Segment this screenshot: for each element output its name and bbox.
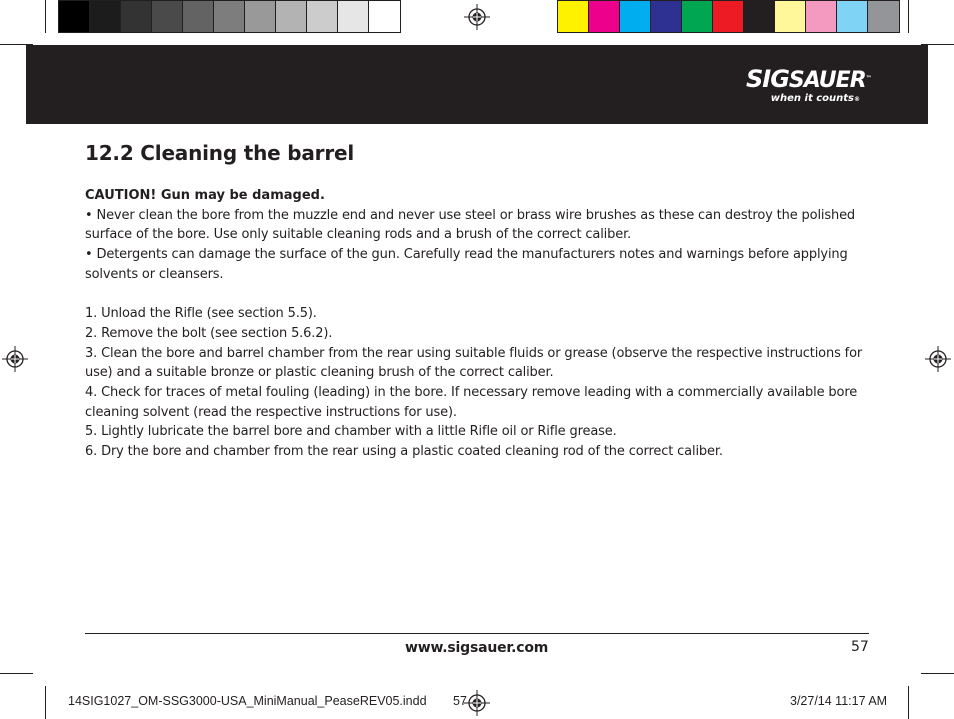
footer-website-link[interactable]: www.sigsauer.com (405, 640, 549, 656)
color-swatch (744, 1, 775, 32)
step-item: 6. Dry the bore and chamber from the rear using a plastic coated cleaning rod of the correct caliber. (85, 444, 723, 460)
color-swatch (183, 1, 214, 32)
color-swatch (651, 1, 682, 32)
color-swatch (121, 1, 152, 32)
color-swatch (214, 1, 245, 32)
color-swatch (837, 1, 868, 32)
registration-mark-icon (464, 690, 490, 716)
color-swatch (90, 1, 121, 32)
section-content (85, 140, 875, 462)
color-swatch (338, 1, 369, 32)
footer-rule (85, 633, 869, 634)
crop-mark-bottom-left-horizontal (0, 673, 33, 674)
color-swatch (589, 1, 620, 32)
step-item: 4. Check for traces of metal fouling (leading) in the bore. If necessary remove leading with a commercially available bore cleaning solvent (read the respective instructions for use). (85, 385, 858, 420)
logo-sauer: SAUER (788, 68, 866, 93)
logo-sig: SIG (746, 65, 789, 93)
step-item: 3. Clean the bore and barrel chamber from the rear using suitable fluids or grease (observe the respective instructions for use) and a suitable bronze or plastic cleaning brush of the correct caliber. (85, 345, 863, 381)
section-title: 12.2 Cleaning the barrel (85, 141, 354, 165)
slug-page-number: 57 (453, 694, 467, 708)
crop-mark-bottom-right-vertical (908, 686, 909, 719)
color-swatch (620, 1, 651, 32)
registration-mark-icon (2, 346, 28, 372)
process-color-bar (557, 0, 900, 33)
color-swatch (276, 1, 307, 32)
caution-item: • Never clean the bore from the muzzle end and never use steel or brass wire brushes as these can destroy the polished surface of the bore. Use only suitable cleaning rods and a brush of the correct caliber. (85, 207, 856, 243)
color-swatch (152, 1, 183, 32)
logo-tagline (746, 93, 860, 106)
step-item: 2. Remove the bolt (see section 5.6.2). (85, 325, 333, 341)
caution-item: • Detergents can damage the surface of the gun. Carefully read the manufacturers notes and warnings before applying solvents or cleansers. (85, 247, 848, 282)
sig-sauer-logo (746, 65, 872, 106)
step-item: 5. Lightly lubricate the barrel bore and chamber with a little Rifle oil or Rifle grease. (85, 424, 617, 440)
color-swatch (682, 1, 713, 32)
slug-file-name: 14SIG1027_OM-SSG3000-USA_MiniManual_PeaseREV05.indd (68, 694, 427, 708)
logo-trademark: ™ (865, 75, 872, 82)
color-swatch (307, 1, 338, 32)
color-swatch (868, 1, 899, 32)
color-swatch (713, 1, 744, 32)
color-swatch (369, 1, 400, 32)
caution-heading: CAUTION! Gun may be damaged. (85, 188, 325, 203)
page-number: 57 (851, 639, 869, 655)
crop-mark-top-right-vertical (908, 0, 909, 33)
grayscale-color-bar (58, 0, 401, 33)
crop-mark-bottom-left-vertical (45, 686, 46, 719)
color-swatch (59, 1, 90, 32)
paragraph-spacer (85, 285, 875, 305)
crop-mark-top-left-vertical (45, 0, 46, 33)
tagline-text: when it counts (770, 93, 854, 104)
slug-date-time: 3/27/14 11:17 AM (790, 694, 888, 708)
registration-mark-icon (925, 346, 951, 372)
logo-wordmark (746, 65, 872, 93)
color-swatch (775, 1, 806, 32)
header-band (26, 45, 928, 124)
color-swatch (245, 1, 276, 32)
color-swatch (806, 1, 837, 32)
step-item: 1. Unload the Rifle (see section 5.5). (85, 306, 317, 322)
color-swatch (558, 1, 589, 32)
crop-mark-bottom-right-horizontal (921, 673, 954, 674)
registration-mark-icon (464, 4, 490, 30)
tagline-registered-mark: ® (854, 96, 860, 103)
